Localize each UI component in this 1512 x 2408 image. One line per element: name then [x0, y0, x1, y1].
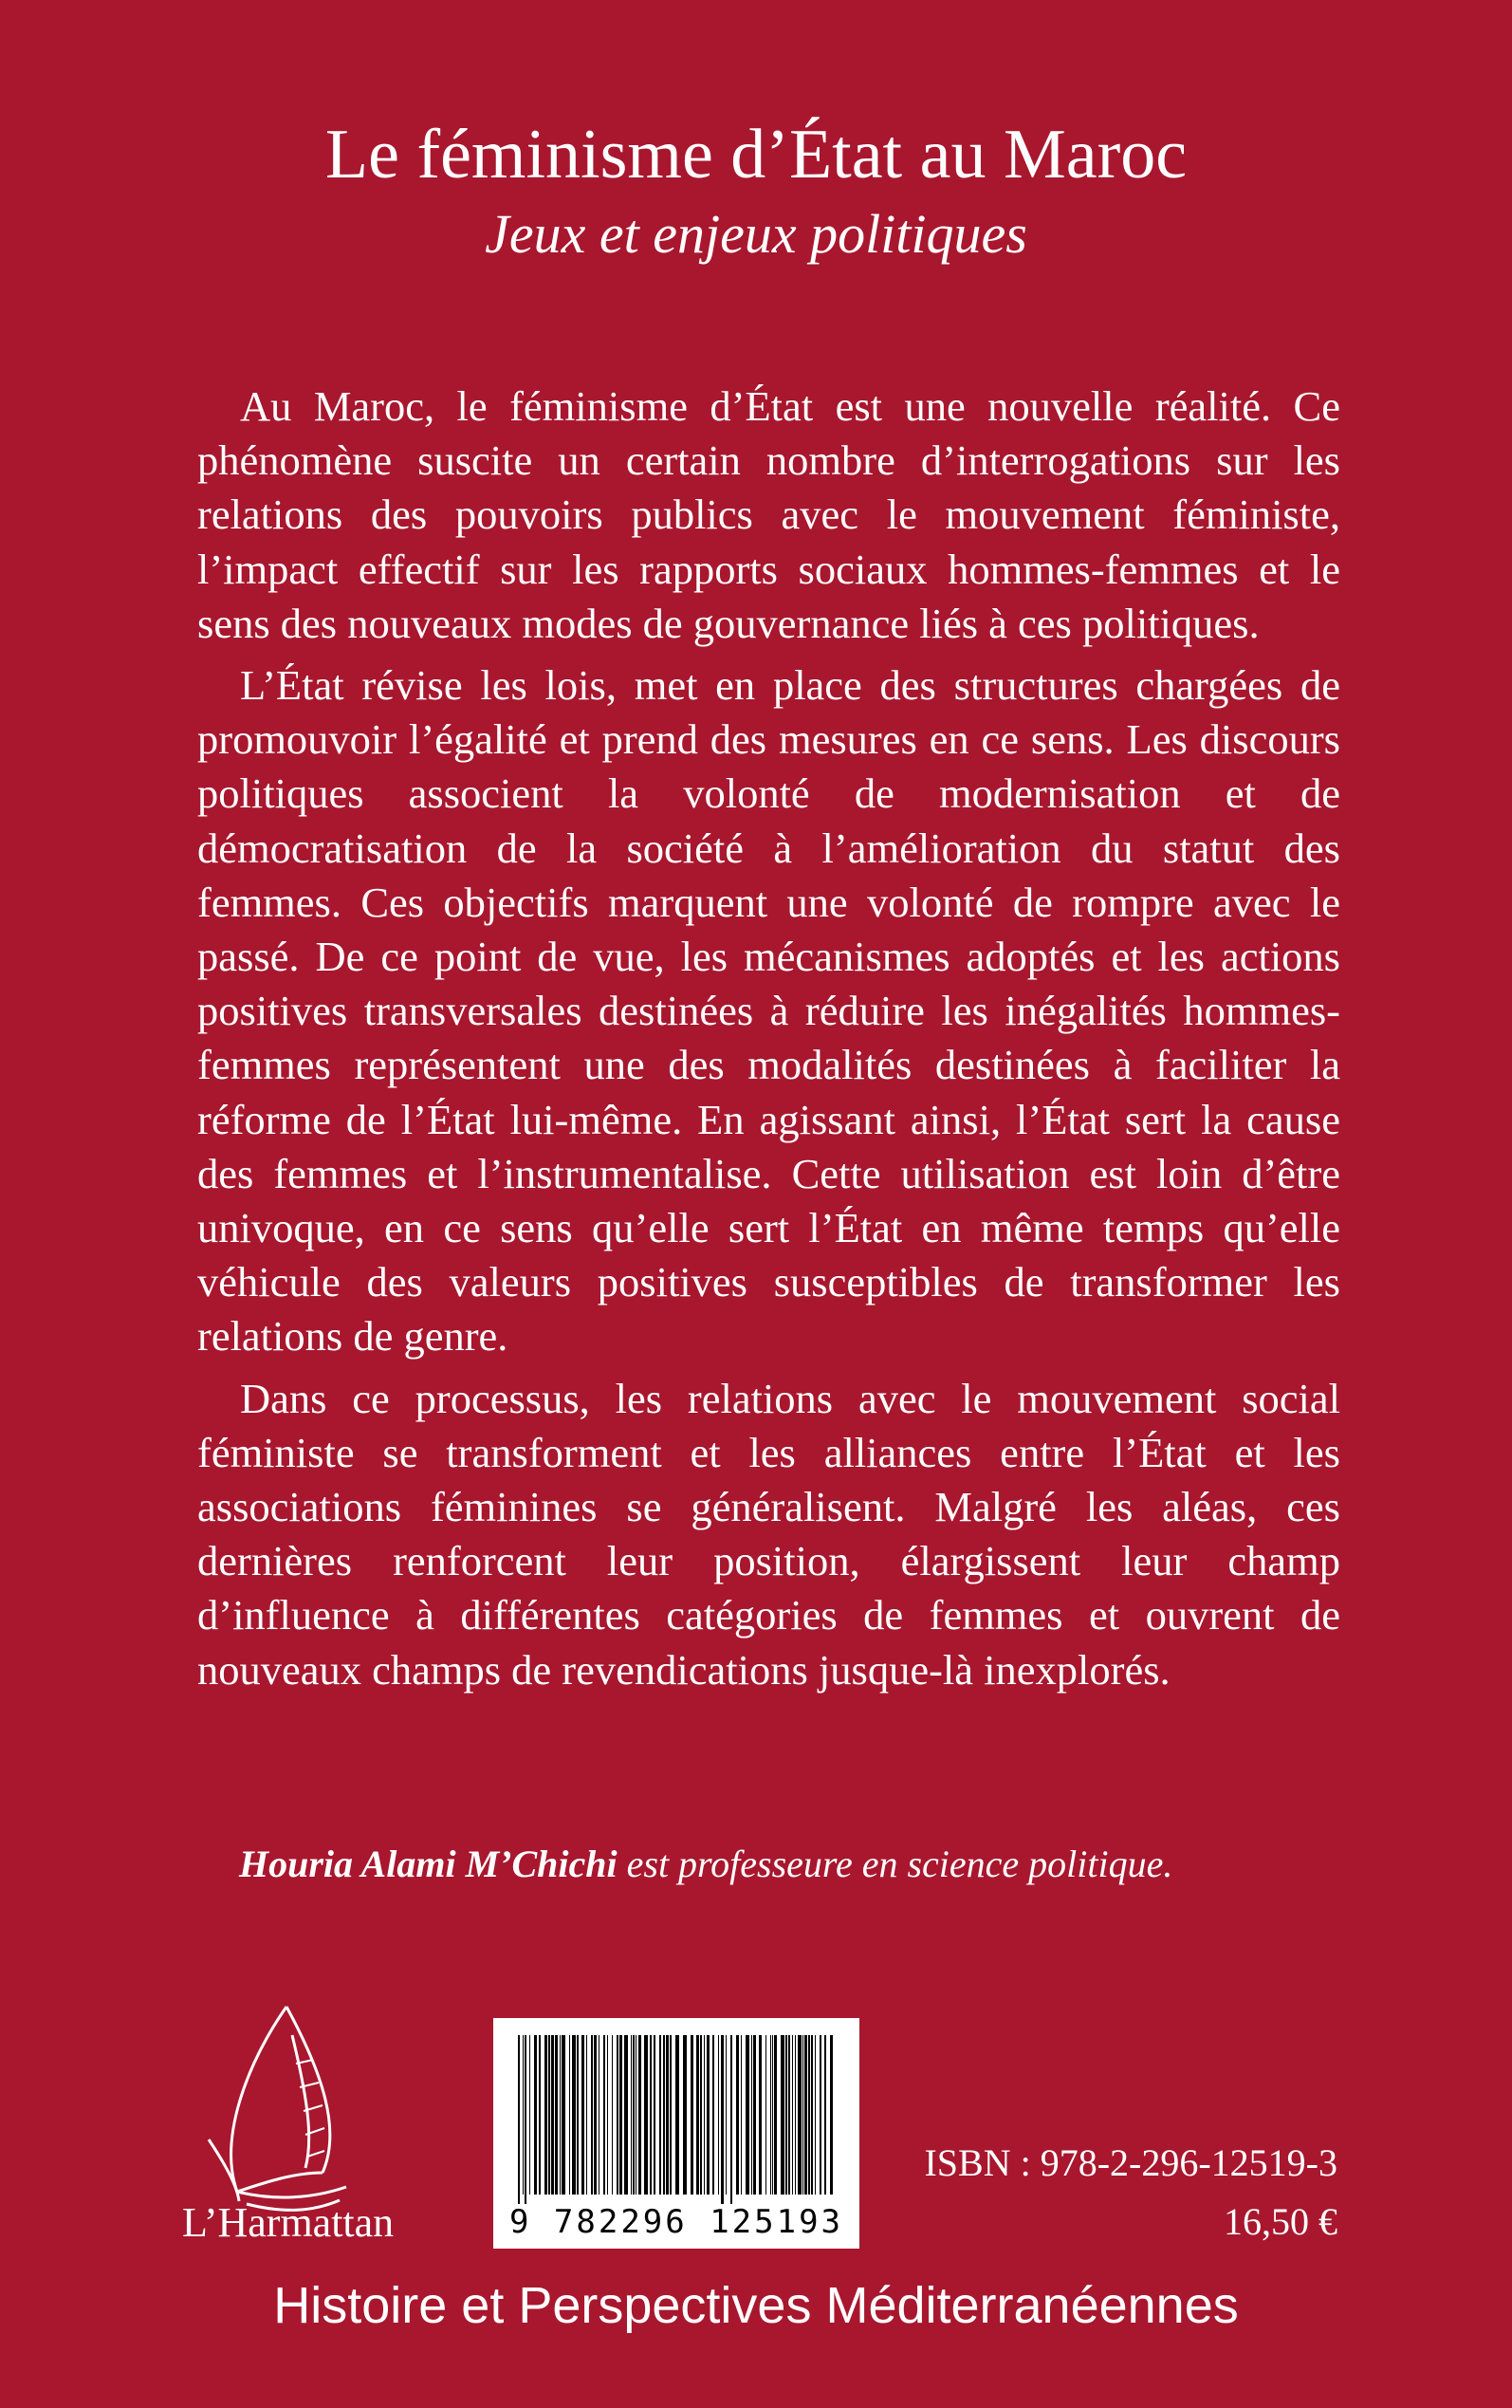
barcode-bar: [751, 2035, 752, 2195]
barcode-bar: [670, 2035, 672, 2195]
author-description: est professeure en science politique.: [617, 1843, 1173, 1885]
summary-paragraph: L’État révise les lois, met en place des structures chargées de promouvoir l’égalité et prend des mesures en ce sens. Les discours politiques associent la volonté de modernisation et de démocratisation de la société à l’amélioration du statut des femmes. Ces objectifs marquent une volonté de rompre avec le passé. De ce point de vue, les mécanismes adoptés et les actions positives transversales destinées à réduire les inégalités hommes-femmes représentent une des modalités destinées à faciliter la réforme de l’État lui-même. En agissant ainsi, l’État sert la cause des femmes et l’instrumentalise. Cette utilisation est loin d’être univoque, en ce sens qu’elle sert l’État en même temps qu’elle véhicule des valeurs positives susceptibles de transformer les relations de genre.: [197, 661, 1340, 1361]
barcode-bar: [704, 2035, 705, 2195]
barcode-bar: [815, 2035, 816, 2195]
barcode-bar: [555, 2035, 558, 2195]
barcode-bar: [718, 2035, 719, 2195]
barcode-bar: [774, 2035, 777, 2195]
barcode-bar: [666, 2035, 669, 2195]
back-cover-summary: [197, 380, 1340, 1705]
barcode-bar: [569, 2035, 570, 2195]
barcode-bar: [765, 2035, 766, 2195]
author-note: [239, 1841, 1172, 1888]
barcode-bar: [663, 2035, 665, 2195]
barcode-bar: [525, 2035, 526, 2204]
barcode-bar: [619, 2035, 622, 2195]
barcode-bar: [659, 2035, 661, 2195]
barcode-bar: [612, 2035, 613, 2195]
barcode-bar: [792, 2035, 793, 2195]
publisher-name: L’Harmattan: [182, 2199, 395, 2246]
barcode-bar: [544, 2035, 547, 2195]
barcode-bar: [788, 2035, 790, 2195]
barcode-bar: [548, 2035, 550, 2195]
barcode-bar: [802, 2035, 803, 2195]
barcode-bar: [795, 2035, 796, 2195]
barcode-bar: [539, 2035, 541, 2195]
barcode-bar: [696, 2035, 699, 2195]
barcode-bar: [617, 2035, 618, 2195]
barcode-bar: [721, 2035, 724, 2204]
barcode-bar: [523, 2035, 524, 2195]
barcode-bar: [633, 2035, 635, 2195]
barcode-bar: [741, 2035, 742, 2195]
barcode-bars: [514, 2035, 839, 2204]
barcode-bar: [736, 2035, 739, 2195]
barcode-bar: [650, 2035, 652, 2195]
barcode-bar: [594, 2035, 597, 2195]
author-name: Houria Alami M’Chichi: [239, 1843, 618, 1885]
isbn: ISBN : 978-2-296-12519-3: [924, 2141, 1337, 2184]
barcode-bar: [591, 2035, 593, 2195]
barcode-bar: [700, 2035, 702, 2195]
barcode-bar: [759, 2035, 762, 2195]
barcode-bar: [707, 2035, 710, 2195]
barcode-bar: [560, 2035, 561, 2195]
barcode-bar: [746, 2035, 749, 2195]
barcode-bar: [631, 2035, 632, 2195]
barcode-bar: [534, 2035, 537, 2195]
barcode-bar: [529, 2035, 530, 2195]
summary-paragraph: Dans ce processus, les relations avec le mouvement social féministe se transforment et les alliances entre l’État et les associations féminines se généralisent. Malgré les aléas, ces dernières renforcent leur position, élargissent leur champ d’influence à différentes catégories de femmes et ouvrent de nouveaux champs de revendications jusque-là inexplorés.: [197, 1374, 1340, 1694]
barcode-bar: [624, 2035, 628, 2195]
barcode-bar: [551, 2035, 554, 2195]
barcode-bar: [562, 2035, 565, 2195]
barcode-bar: [808, 2035, 810, 2195]
book-title: Le féminisme d’État au Maroc: [324, 116, 1188, 194]
barcode-bar: [683, 2035, 687, 2195]
barcode-bar: [804, 2035, 807, 2195]
barcode-bar: [781, 2035, 784, 2195]
barcode-bar: [654, 2035, 655, 2195]
barcode-bar: [603, 2035, 605, 2195]
barcode-bar: [581, 2035, 584, 2195]
barcode-bar: [675, 2035, 679, 2195]
barcode-bar: [691, 2035, 693, 2195]
barcode-bar: [730, 2035, 732, 2204]
price: 16,50 €: [1224, 2200, 1337, 2243]
summary-paragraph: Au Maroc, le féminisme d’État est une nouvelle réalité. Ce phénomène suscite un certain nombre d’interrogations sur les relations des pouvoirs publics avec le mouvement féministe, l’impact effectif sur les rapports sociaux hommes-femmes et le sens des nouveaux modes de gouvernance liés à ces politiques.: [197, 382, 1340, 647]
barcode-bar: [772, 2035, 773, 2195]
barcode-bar: [607, 2035, 608, 2195]
barcode-bar: [644, 2035, 648, 2195]
barcode-bar: [770, 2035, 771, 2195]
barcode-bar: [638, 2035, 641, 2195]
barcode-bar: [577, 2035, 579, 2195]
barcode-bar: [753, 2035, 756, 2195]
barcode-bar: [785, 2035, 787, 2195]
barcode-bar: [726, 2035, 727, 2195]
barcode-bar: [830, 2035, 833, 2195]
barcode-bar: [572, 2035, 576, 2195]
barcode-bar: [820, 2035, 821, 2195]
barcode-bar: [798, 2035, 802, 2195]
barcode-bar: [586, 2035, 587, 2195]
book-subtitle: Jeux et enjeux politiques: [485, 203, 1027, 265]
barcode-bar: [824, 2035, 826, 2195]
barcode: [493, 2018, 859, 2249]
barcode-bar: [712, 2035, 714, 2195]
series-title: Histoire et Perspectives Méditerranéennes: [273, 2277, 1239, 2334]
barcode-bar: [811, 2035, 813, 2195]
barcode-bar: [518, 2035, 520, 2204]
barcode-digits: 9 782296 125193: [508, 2203, 844, 2241]
